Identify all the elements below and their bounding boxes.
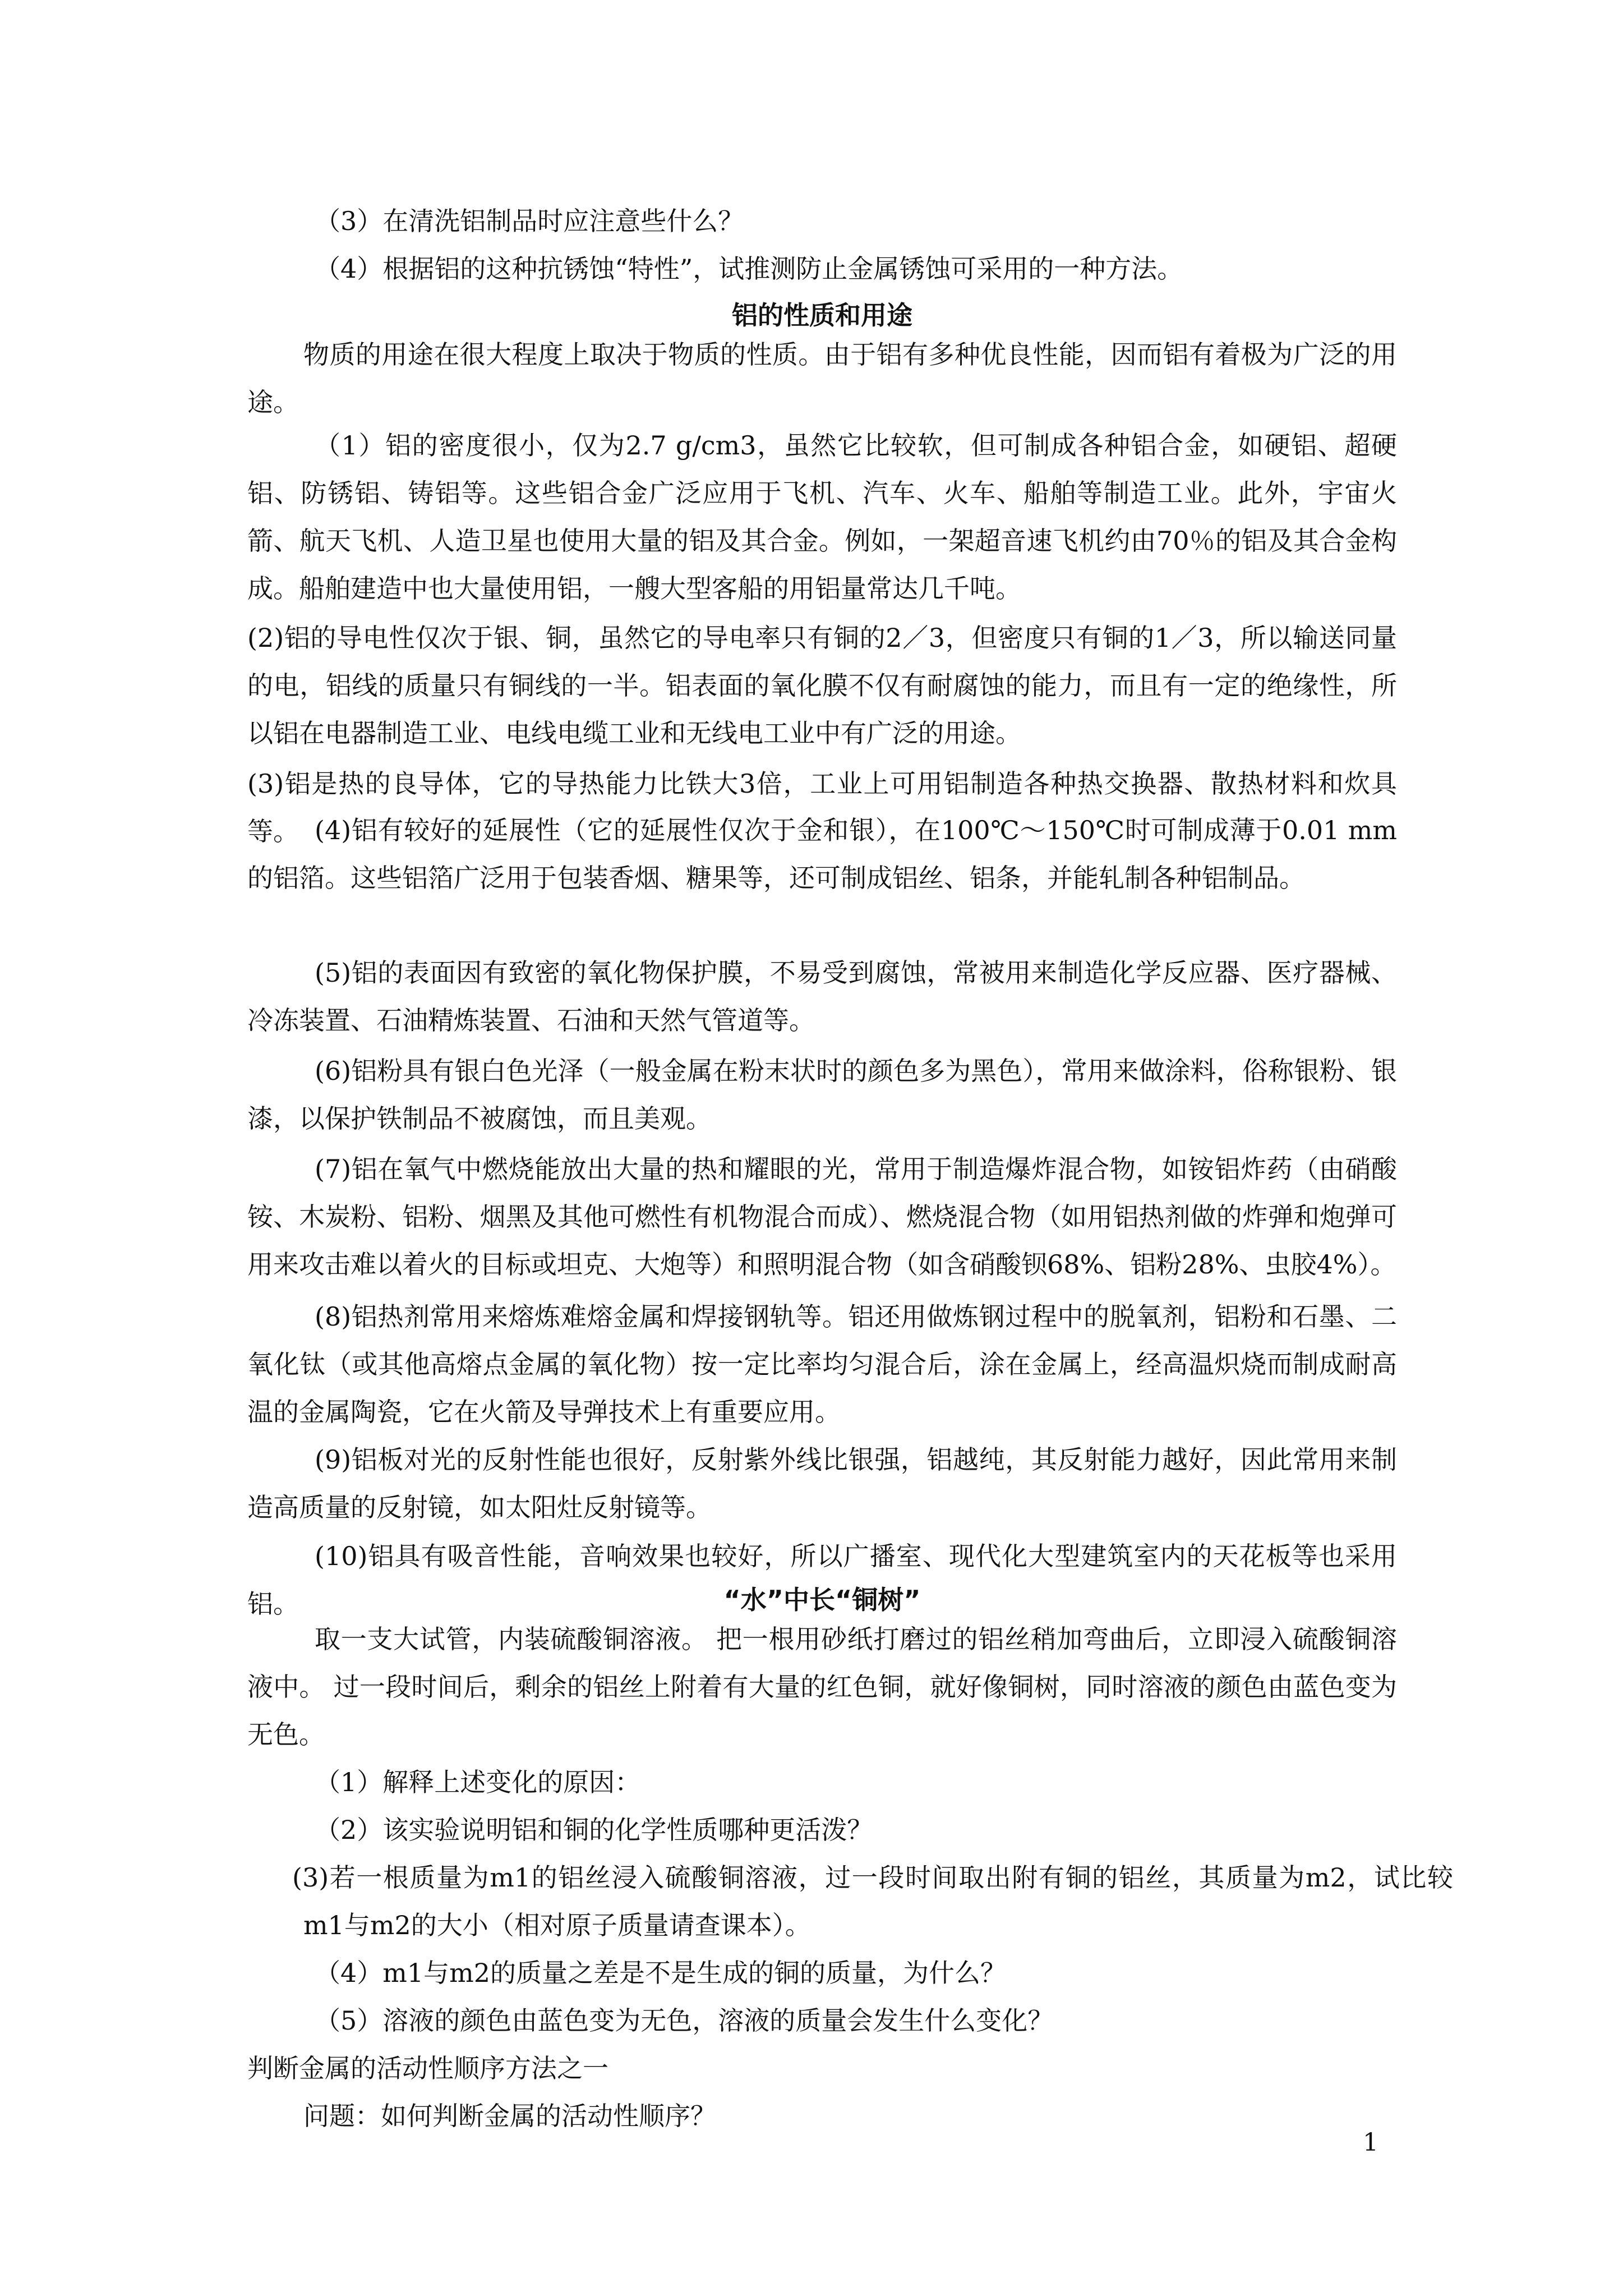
aluminum-use-6: (6)铝粉具有银白色光泽（一般金属在粉末状时的颜色多为黑色），常用来做涂料，俗称银粉、银漆，以保护铁制品不被腐蚀，而且美观。	[247, 1056, 1397, 1134]
aluminum-use-10: (10)铝具有吸音性能，音响效果也较好，所以广播室、现代化大型建筑室内的天花板等也采用铝。	[247, 1541, 1397, 1619]
aluminum-use-3: (3)铝是热的良导体，它的导热能力比铁大3倍，工业上可用铝制造各种热交换器、散热材料和炊具等。	[247, 769, 1397, 846]
section-title-copper-tree: “水”中长“铜树”	[723, 1585, 921, 1615]
section2-experiment: 取一支大试管，内装硫酸铜溶液。 把一根用砂纸打磨过的铝丝稍加弯曲后，立即浸入硫酸铜溶液中。 过一段时间后，剩余的铝丝上附着有大量的红色铜，就好像铜树，同时溶液的颜色由蓝色变为无色。	[247, 1624, 1397, 1750]
aluminum-use-2: (2)铝的导电性仅次于银、铜，虽然它的导电率只有铜的2／3，但密度只有铜的1／3，所以输送同量的电，铝线的质量只有铜线的一半。铝表面的氧化膜不仅有耐腐蚀的能力，而且有一定的绝缘性，所以铝在电器制造工业、电线电缆工业和无线电工业中有广泛的用途。	[247, 623, 1397, 748]
experiment-question-5: （5）溶液的颜色由蓝色变为无色，溶液的质量会发生什么变化？	[315, 2005, 1054, 2036]
intro-question-3: （3）在清洗铝制品时应注意些什么？	[315, 206, 744, 236]
aluminum-use-8: (8)铝热剂常用来熔炼难熔金属和焊接钢轨等。铝还用做炼钢过程中的脱氧剂，铝粉和石墨、二氧化钛（或其他高熔点金属的氧化物）按一定比率均匀混合后，涂在金属上，经高温炽烧而制成耐高温的金属陶瓷，它在火箭及导弹技术上有重要应用。	[247, 1301, 1397, 1427]
experiment-question-1: （1）解释上述变化的原因：	[315, 1767, 641, 1797]
section-title-activity-order: 判断金属的活动性顺序方法之一	[247, 2053, 608, 2083]
page-number: 1	[1363, 2128, 1378, 2157]
aluminum-use-9: (9)铝板对光的反射性能也很好，反射紫外线比银强，铝越纯，其反射能力越好，因此常用来制造高质量的反射镜，如太阳灶反射镜等。	[247, 1444, 1397, 1522]
section1-intro: 物质的用途在很大程度上取决于物质的性质。由于铝有多种优良性能，因而铝有着极为广泛的用途。	[247, 339, 1397, 417]
aluminum-use-7: (7)铝在氧气中燃烧能放出大量的热和耀眼的光，常用于制造爆炸混合物，如铵铝炸药（由硝酸铵、木炭粉、铝粉、烟黑及其他可燃性有机物混合而成）、燃烧混合物（如用铝热剂做的炸弹和炮弹可用来攻击难以着火的目标或坦克、大炮等）和照明混合物（如含硝酸钡68%、铝粉28%、虫胶4%）。	[247, 1154, 1397, 1280]
experiment-question-3: (3)若一根质量为m1的铝丝浸入硫酸铜溶液，过一段时间取出附有铜的铝丝，其质量为m2，试比较m1与m2的大小（相对原子质量请查课本）。	[292, 1862, 1453, 1940]
aluminum-use-1: （1）铝的密度很小，仅为2.7 g/cm3，虽然它比较软，但可制成各种铝合金，如硬铝、超硬铝、防锈铝、铸铝等。这些铝合金广泛应用于飞机、汽车、火车、船舶等制造工业。此外，宇宙火箭、航天飞机、人造卫星也使用大量的铝及其合金。例如，一架超音速飞机约由70％的铝及其合金构成。船舶建造中也大量使用铝，一艘大型客船的用铝量常达几千吨。	[247, 430, 1397, 604]
experiment-question-4: （4）m1与m2的质量之差是不是生成的铜的质量，为什么？	[315, 1958, 1007, 1988]
section-title-aluminum-properties: 铝的性质和用途	[732, 300, 912, 330]
intro-question-4: （4）根据铝的这种抗锈蚀“特性”，试推测防止金属锈蚀可采用的一种方法。	[315, 254, 1183, 284]
experiment-question-2: （2）该实验说明铝和铜的化学性质哪种更活泼？	[315, 1815, 873, 1845]
activity-order-question: 问题：如何判断金属的活动性顺序？	[303, 2101, 716, 2131]
aluminum-use-5: (5)铝的表面因有致密的氧化物保护膜，不易受到腐蚀，常被用来制造化学反应器、医疗器械、冷冻装置、石油精炼装置、石油和天然气管道等。	[247, 958, 1397, 1036]
aluminum-use-4: (4)铝有较好的延展性（它的延展性仅次于金和银），在100℃～150℃时可制成薄于0.01 mm的铝箔。这些铝箔广泛用于包装香烟、糖果等，还可制成铝丝、铝条，并能轧制各种铝制品。	[247, 815, 1397, 893]
